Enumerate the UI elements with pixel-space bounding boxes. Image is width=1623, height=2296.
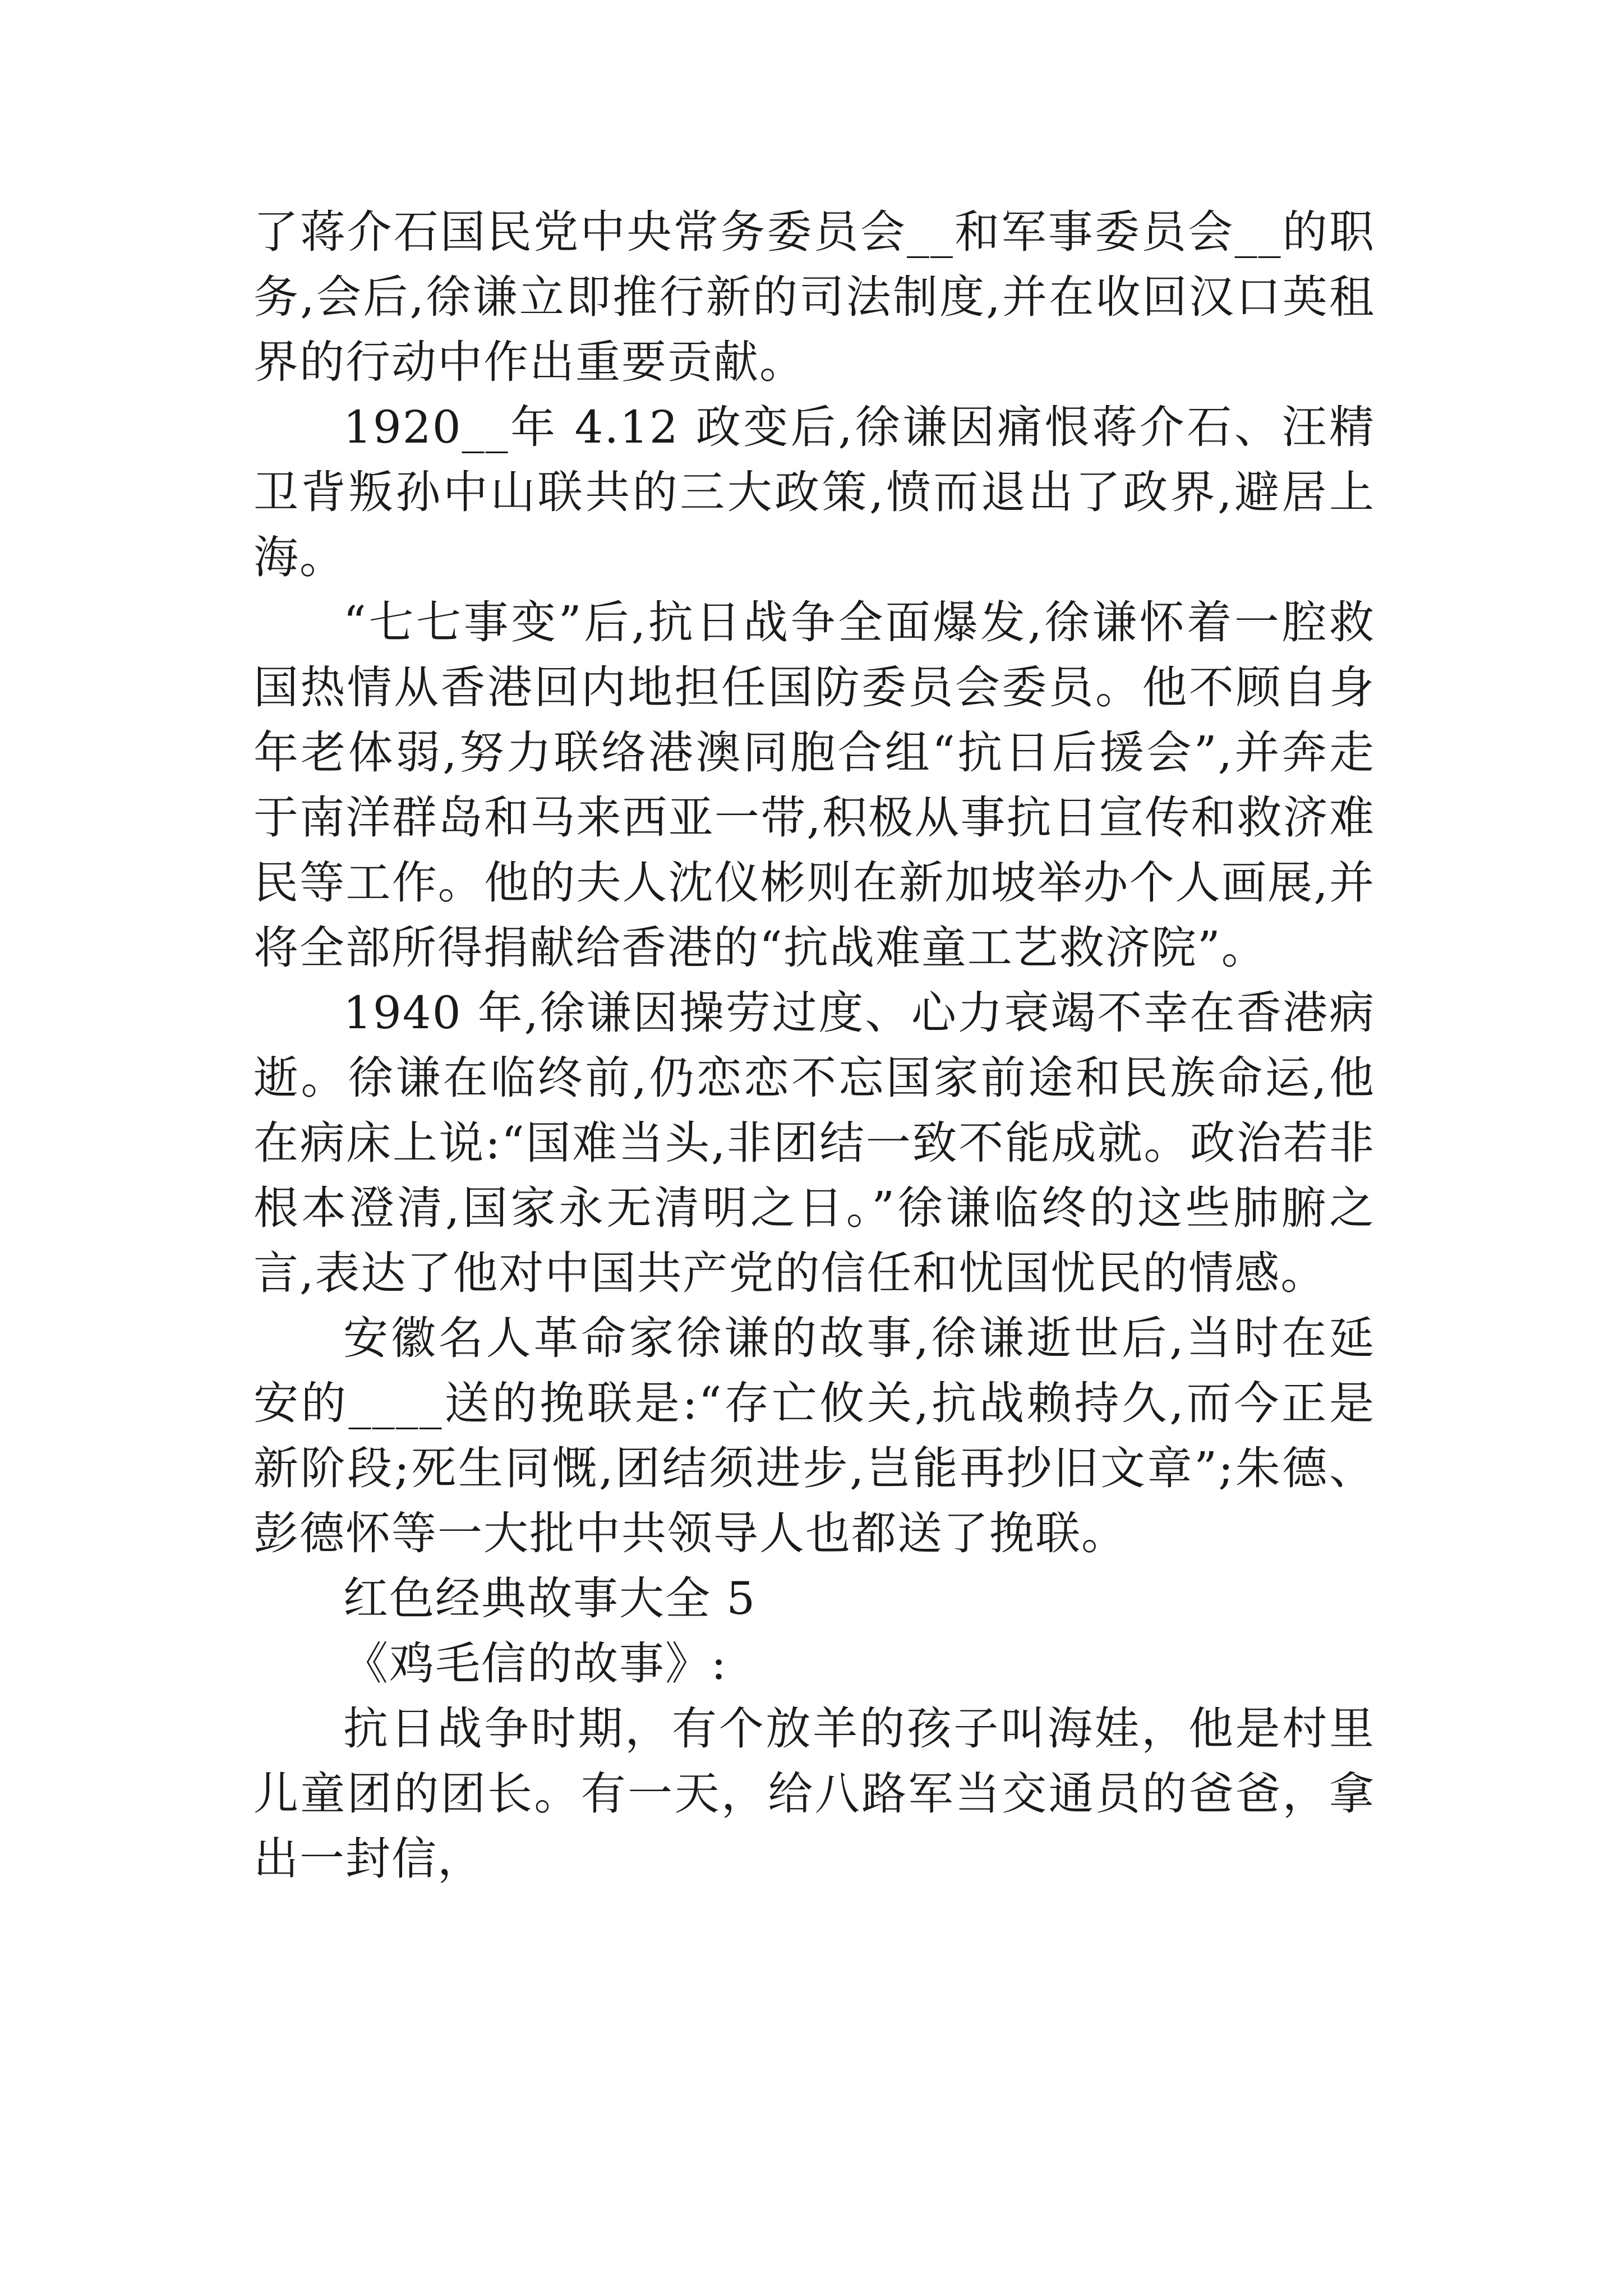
paragraph-elegiac-couplet: 安徽名人革命家徐谦的故事,徐谦逝世后,当时在延安的____送的挽联是:“存亡攸关,抗战赖持久,而今正是新阶段;死生同慨,团结须进步,岂能再抄旧文章”;朱德、彭德怀等一大批中共领导人也都送了挽联。 [253,1312,1375,1559]
paragraph-continuation: 了蒋介石国民党中央常务委员会__和军事委员会__的职务,会后,徐谦立即推行新的司法制度,并在收回汉口英租界的行动中作出重要贡献。 [253,206,1375,388]
paragraph-1940-death: 1940 年,徐谦因操劳过度、心力衰竭不幸在香港病逝。徐谦在临终前,仍恋恋不忘国家前途和民族命运,他在病床上说:“国难当头,非团结一致不能成就。政治若非根本澄清,国家永无清明之日。”徐谦临终的这些肺腑之言,表达了他对中国共产党的信任和忧国忧民的情感。 [253,987,1375,1299]
paragraph-feather-letter: 抗日战争时期，有个放羊的孩子叫海娃，他是村里儿童团的团长。有一天，给八路军当交通员的爸爸，拿出一封信， [253,1703,1375,1885]
document-body [253,200,1375,1892]
paragraph-july-seventh-incident: “七七事变”后,抗日战争全面爆发,徐谦怀着一腔救国热情从香港回内地担任国防委员会委员。他不顾自身年老体弱,努力联络港澳同胞合组“抗日后援会”,并奔走于南洋群岛和马来西亚一带,积极从事抗日宣传和救济难民等工作。他的夫人沈仪彬则在新加坡举办个人画展,并将全部所得捐献给香港的“抗战难童工艺救济院”。 [253,596,1375,974]
section-heading: 红色经典故事大全 5 [343,1572,757,1625]
paragraph-1920-coup: 1920__年 4.12 政变后,徐谦因痛恨蒋介石、汪精卫背叛孙中山联共的三大政策,愤而退出了政界,避居上海。 [253,401,1375,583]
story-title: 《鸡毛信的故事》: [343,1637,727,1690]
